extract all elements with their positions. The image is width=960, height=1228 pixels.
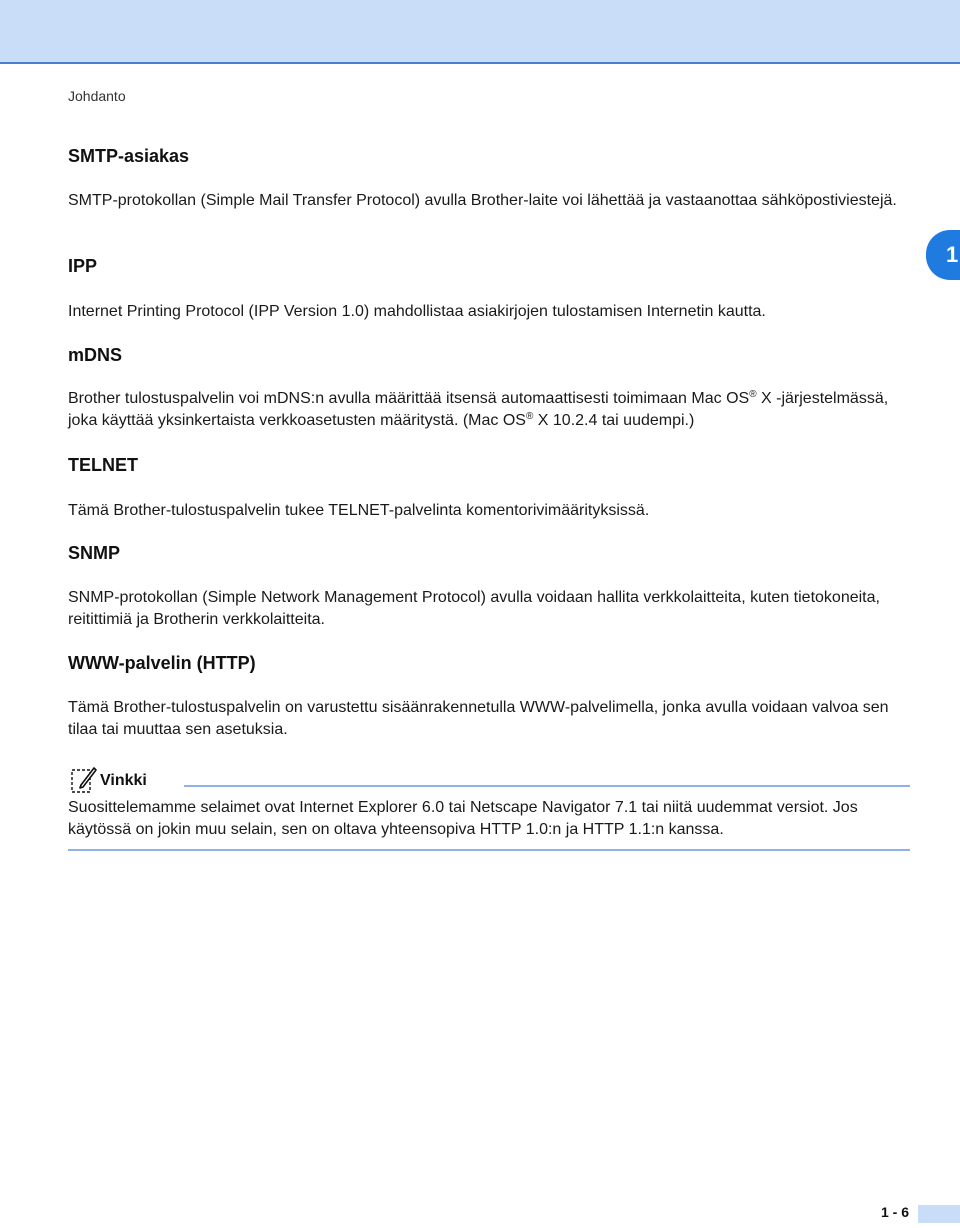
section-body-smtp: SMTP-protokollan (Simple Mail Transfer Protocol) avulla Brother-laite voi lähettää ja vastaanottaa sähköpostiviestejä.	[68, 192, 897, 209]
note-box	[68, 764, 910, 854]
mdns-text-3: X 10.2.4 tai uudempi.)	[533, 411, 695, 429]
section-body-mdns	[68, 388, 910, 431]
chapter-number: 1	[946, 242, 959, 267]
chapter-tab	[926, 230, 960, 280]
running-header: Johdanto	[68, 88, 126, 104]
section-heading-snmp: SNMP	[68, 543, 121, 563]
section-body-telnet: Tämä Brother-tulostuspalvelin tukee TELNET-palvelinta komentorivimäärityksissä.	[68, 502, 650, 519]
section-heading-smtp: SMTP-asiakas	[68, 146, 190, 166]
footer-bar	[918, 1205, 960, 1223]
section-heading-mdns: mDNS	[68, 345, 123, 365]
section-body-www: Tämä Brother-tulostuspalvelin on varustettu sisäänrakennetulla WWW-palvelimella, jonka avulla voidaan valvoa sen tilaa tai muuttaa sen asetuksia.	[68, 699, 889, 738]
section-heading-telnet: TELNET	[68, 455, 138, 475]
section-body-snmp: SNMP-protokollan (Simple Network Management Protocol) avulla voidaan hallita verkkolaitteita, kuten tietokoneita, reitittimiä ja Brotherin verkkolaitteita.	[68, 589, 880, 628]
note-rule-top	[184, 785, 910, 787]
note-title: Vinkki	[100, 772, 147, 789]
note-pencil-icon	[68, 764, 100, 796]
note-body: Suosittelemamme selaimet ovat Internet Explorer 6.0 tai Netscape Navigator 7.1 tai niitä uudemmat versiot. Jos käytössä on jokin muu selain, sen on oltava yhteensopiva HTTP 1.0:n ja HTTP 1.1:n kanssa.	[68, 799, 858, 838]
section-heading-www: WWW-palvelin (HTTP)	[68, 653, 256, 673]
registered-mark: ®	[749, 389, 757, 400]
mdns-text-2: X -järjestelmässä, joka käyttää yksinkertaista verkkoasetusten määritystä. (Mac OS	[68, 390, 889, 429]
page-number: 1 - 6	[881, 1204, 910, 1220]
note-rule-bottom	[68, 849, 910, 851]
mdns-text-1: Brother tulostuspalvelin voi mDNS:n avulla määrittää itsensä automaattisesti toimimaan Mac OS	[68, 390, 750, 407]
section-body-ipp: Internet Printing Protocol (IPP Version 1.0) mahdollistaa asiakirjojen tulostamisen Internetin kautta.	[68, 303, 766, 320]
header-band	[0, 0, 960, 64]
registered-mark: ®	[525, 410, 534, 422]
section-heading-ipp: IPP	[68, 256, 98, 276]
